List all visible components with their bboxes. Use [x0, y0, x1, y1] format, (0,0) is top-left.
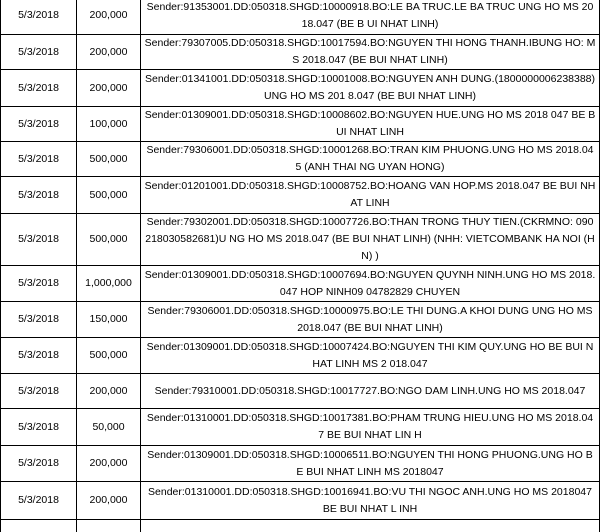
cell-date: 5/3/2018 — [1, 177, 77, 214]
table-row-partial — [1, 520, 600, 532]
table-row — [1, 302, 600, 338]
cell-amount: 200,000 — [77, 0, 141, 35]
cell-date: 5/3/2018 — [1, 35, 77, 70]
cell-date: 5/3/2018 — [1, 266, 77, 302]
cell-amount: 50,000 — [77, 409, 141, 446]
cell-description: Sender:79306001.DD:050318.SHGD:10001268.BO:TRAN KIM PHUONG.UNG HO MS 2018.045 (ANH THAI NG UYAN HONG) — [141, 142, 600, 177]
cell-date: 5/3/2018 — [1, 142, 77, 177]
cell-date: 5/3/2018 — [1, 482, 77, 520]
table-row — [1, 70, 600, 107]
cell-empty — [141, 520, 600, 532]
cell-amount: 200,000 — [77, 374, 141, 409]
cell-description: Sender:01309001.DD:050318.SHGD:10007694.BO:NGUYEN QUYNH NINH.UNG HO MS 2018.047 HOP NINH09 04782829 CHUYEN — [141, 266, 600, 302]
table-row — [1, 0, 600, 35]
cell-date: 5/3/2018 — [1, 107, 77, 142]
table-row — [1, 374, 600, 409]
cell-amount: 500,000 — [77, 177, 141, 214]
cell-description: Sender:91353001.DD:050318.SHGD:10000918.BO:LE BA TRUC.LE BA TRUC UNG HO MS 2018.047 (BE B UI NHAT LINH) — [141, 0, 600, 35]
table-row — [1, 142, 600, 177]
cell-description: Sender:01310001.DD:050318.SHGD:10017381.BO:PHAM TRUNG HIEU.UNG HO MS 2018.047 BE BUI NHAT LIN H — [141, 409, 600, 446]
cell-amount: 200,000 — [77, 446, 141, 482]
cell-amount: 500,000 — [77, 142, 141, 177]
cell-amount: 100,000 — [77, 107, 141, 142]
cell-description: Sender:79307005.DD:050318.SHGD:10017594.BO:NGUYEN THI HONG THANH.IBUNG HO: MS 2018.047 (BE BUI NHAT LINH) — [141, 35, 600, 70]
table-row — [1, 338, 600, 374]
cell-date: 5/3/2018 — [1, 70, 77, 107]
table-row — [1, 107, 600, 142]
cell-description: Sender:01309001.DD:050318.SHGD:10007424.BO:NGUYEN THI KIM QUY.UNG HO BE BUI NHAT LINH MS 2 018.047 — [141, 338, 600, 374]
cell-description: Sender:79306001.DD:050318.SHGD:10000975.BO:LE THI DUNG.A KHOI DUNG UNG HO MS 2018.047 (BE BUI NHAT LINH) — [141, 302, 600, 338]
cell-description: Sender:01309001.DD:050318.SHGD:10006511.BO:NGUYEN THI HONG PHUONG.UNG HO BE BUI NHAT LINH MS 2018047 — [141, 446, 600, 482]
cell-empty — [1, 520, 77, 532]
cell-description: Sender:01310001.DD:050318.SHGD:10016941.BO:VU THI NGOC ANH.UNG HO MS 2018047 BE BUI NHAT L INH — [141, 482, 600, 520]
table-row — [1, 266, 600, 302]
cell-description: Sender:01201001.DD:050318.SHGD:10008752.BO:HOANG VAN HOP.MS 2018.047 BE BUI NHAT LINH — [141, 177, 600, 214]
cell-date: 5/3/2018 — [1, 409, 77, 446]
cell-description: Sender:79310001.DD:050318.SHGD:10017727.BO:NGO DAM LINH.UNG HO MS 2018.047 — [141, 374, 600, 409]
cell-date: 5/3/2018 — [1, 0, 77, 35]
cell-description: Sender:01309001.DD:050318.SHGD:10008602.BO:NGUYEN HUE.UNG HO MS 2018 047 BE BUI NHAT LINH — [141, 107, 600, 142]
cell-date: 5/3/2018 — [1, 338, 77, 374]
cell-date: 5/3/2018 — [1, 302, 77, 338]
table-row — [1, 177, 600, 214]
cell-amount: 1,000,000 — [77, 266, 141, 302]
cell-empty — [77, 520, 141, 532]
cell-description: Sender:79302001.DD:050318.SHGD:10007726.BO:THAN TRONG THUY TIEN.(CKRMNO: 0902180305826​81)U NG HO MS 2018.047 (BE BUI NHAT LINH) (NHH: VIETCOMBANK HA NOI (HN) ) — [141, 214, 600, 266]
transaction-rows — [1, 0, 600, 532]
cell-date: 5/3/2018 — [1, 446, 77, 482]
cell-amount: 500,000 — [77, 214, 141, 266]
cell-amount: 200,000 — [77, 70, 141, 107]
table-row — [1, 482, 600, 520]
table-row — [1, 446, 600, 482]
cell-description: Sender:01341001.DD:050318.SHGD:10001008.BO:NGUYEN ANH DUNG.(1800000006238388)UNG HO MS 201 8.047 (BE BUI NHAT LINH) — [141, 70, 600, 107]
table-row — [1, 214, 600, 266]
table-row — [1, 35, 600, 70]
cell-date: 5/3/2018 — [1, 374, 77, 409]
cell-amount: 500,000 — [77, 338, 141, 374]
cell-amount: 200,000 — [77, 35, 141, 70]
table-row — [1, 409, 600, 446]
cell-date: 5/3/2018 — [1, 214, 77, 266]
cell-amount: 150,000 — [77, 302, 141, 338]
cell-amount: 200,000 — [77, 482, 141, 520]
